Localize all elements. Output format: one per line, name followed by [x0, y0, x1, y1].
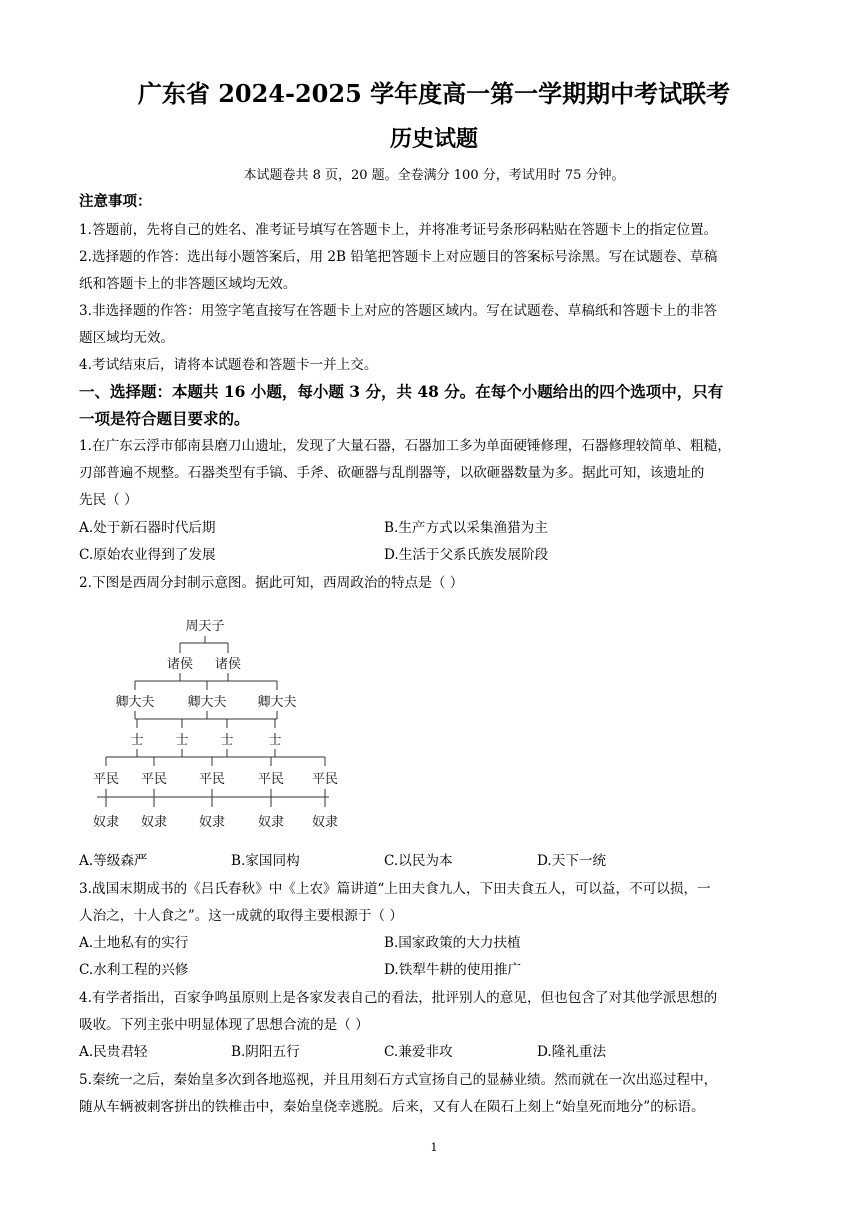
q1-option-d: D.生活于父系氏族发展阶段: [384, 547, 549, 563]
q3-option-d: D.铁犁牛耕的使用推广: [384, 962, 522, 978]
q1-option-a: A.处于新石器时代后期: [79, 520, 216, 536]
diagram-king: 周天子: [185, 619, 225, 634]
q2-option-d: D.天下一统: [537, 853, 607, 869]
question-3-stem: 人治之，十人食之”。这一成就的取得主要根源于（ ）: [79, 908, 403, 924]
q1-option-b: B.生产方式以采集渔猎为主: [384, 520, 548, 536]
question-1-stem: 先民（ ）: [79, 492, 138, 508]
diagram-commoner: 平民: [140, 772, 168, 787]
diagram-commoner: 平民: [311, 772, 339, 787]
question-1-stem: 刃部普遍不规整。石器类型有手镐、手斧、砍砸器与乱削器等，以砍砸器数量为多。据此可知，该遗址的: [79, 465, 705, 481]
question-4-stem: 4.有学者指出，百家争鸣虽原则上是各家发表自己的看法，批评别人的意见，但也包含了对其他学派思想的: [79, 990, 718, 1006]
diagram-commoner: 平民: [92, 772, 120, 787]
diagram-shi: 士: [268, 733, 282, 748]
notes-line: 纸和答题卡上的非答题区域均无效。: [79, 276, 297, 292]
diagram-shi: 士: [175, 733, 189, 748]
notes-line: 题区域均无效。: [79, 330, 175, 346]
diagram-slave: 奴隶: [257, 815, 285, 830]
section-heading: 一、选择题：本题共 16 小题，每小题 3 分，共 48 分。在每个小题给出的四个选项中，只有: [79, 382, 724, 401]
notes-line: 3.非选择题的作答：用签字笔直接写在答题卡上对应的答题区域内。写在试题卷、草稿纸和答题卡上的非答: [79, 303, 718, 319]
diagram-commoner: 平民: [198, 772, 226, 787]
notes-line: 4.考试结束后，请将本试题卷和答题卡一并上交。: [79, 357, 378, 373]
q2-option-c: C.以民为本: [384, 853, 453, 869]
question-2-stem: 2.下图是西周分封制示意图。据此可知，西周政治的特点是（ ）: [79, 575, 464, 591]
q4-option-c: C.兼爱非攻: [384, 1044, 453, 1060]
diagram-slave: 奴隶: [92, 815, 120, 830]
diagram-commoner: 平民: [257, 772, 285, 787]
question-5-stem: 随从车辆被刺客拼出的铁椎击中，秦始皇侥幸逃脱。后来，又有人在陨石上刻上“始皇死而地分”的标语。: [79, 1099, 705, 1115]
q3-option-c: C.水利工程的兴修: [79, 962, 189, 978]
diagram-minister: 卿大夫: [115, 695, 155, 710]
diagram-minister: 卿大夫: [257, 695, 297, 710]
notes-line: 1.答题前，先将自己的姓名、准考证号填写在答题卡上，并将准考证号条形码粘贴在答题卡上的指定位置。: [79, 222, 718, 238]
q2-option-b: B.家国同构: [231, 853, 300, 869]
q3-option-b: B.国家政策的大力扶植: [384, 935, 521, 951]
diagram-slave: 奴隶: [198, 815, 226, 830]
q3-option-a: A.土地私有的实行: [79, 935, 189, 951]
q4-option-b: B.阴阳五行: [231, 1044, 300, 1060]
notes-line: 2.选择题的作答：选出每小题答案后，用 2B 铅笔把答题卡上对应题目的答案标号涂黑。写在试题卷、草稿: [79, 249, 718, 265]
exam-subtitle: 历史试题: [389, 126, 478, 152]
question-3-stem: 3.战国末期成书的《吕氏春秋》中《上农》篇讲道“上田夫食九人，下田夫食五人，可以益，不可以损，一: [79, 881, 711, 897]
q4-option-d: D.隆礼重法: [537, 1044, 607, 1060]
question-1-stem: 1.在广东云浮市郁南县磨刀山遗址，发现了大量石器，石器加工多为单面硬锤修理，石器修理较简单、粗糙，: [79, 438, 731, 454]
diagram-slave: 奴隶: [311, 815, 339, 830]
exam-info: 本试题卷共 8 页，20 题。全卷满分 100 分，考试用时 75 分钟。: [243, 168, 625, 183]
exam-title: 广东省 2024-2025 学年度高一第一学期期中考试联考: [137, 79, 731, 108]
q2-option-a: A.等级森严: [79, 853, 148, 869]
diagram-slave: 奴隶: [140, 815, 168, 830]
question-4-stem: 吸收。下列主张中明显体现了思想合流的是（ ）: [79, 1017, 369, 1033]
page-number: 1: [430, 1141, 438, 1154]
diagram-lord: 诸侯: [166, 657, 194, 672]
section-heading: 一项是符合题目要求的。: [79, 409, 250, 428]
diagram-shi: 士: [130, 733, 144, 748]
diagram-lord: 诸侯: [214, 657, 242, 672]
q1-option-c: C.原始农业得到了发展: [79, 547, 216, 563]
diagram-minister: 卿大夫: [187, 695, 227, 710]
fengjian-diagram: [79, 604, 349, 840]
q4-option-a: A.民贵君轻: [79, 1044, 148, 1060]
diagram-shi: 士: [220, 733, 234, 748]
question-5-stem: 5.秦统一之后，秦始皇多次到各地巡视，并且用刻石方式宣扬自己的显赫业绩。然而就在一次出巡过程中，: [79, 1072, 718, 1088]
notes-heading: 注意事项：: [79, 193, 152, 210]
